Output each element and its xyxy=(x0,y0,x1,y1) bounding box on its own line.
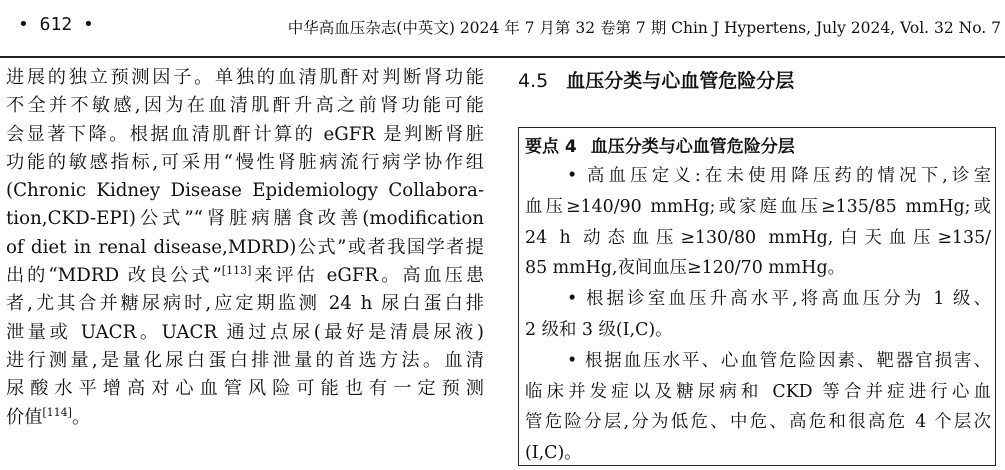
text-fragment: 价值 xyxy=(6,406,43,428)
text-line-with-citation xyxy=(6,404,484,432)
page-number: • 612 • xyxy=(18,14,94,35)
keypoint-bullet: • 根据诊室血压升高水平,将高血压分为 1 级、 xyxy=(567,289,991,310)
section-number: 4.5 xyxy=(518,70,549,92)
text-line-with-citation xyxy=(6,262,484,290)
keypoint-line: 2 级和 3 级(Ⅰ,C)。 xyxy=(525,319,673,340)
text-line: of diet in renal disease,MDRD)公式”或者我国学者提 xyxy=(6,236,484,258)
text-line: 进行测量,是量化尿白蛋白排泄量的首选方法。血清 xyxy=(6,349,484,371)
keypoint-bullet: • 高血压定义:在未使用降压药的情况下,诊室 xyxy=(567,166,991,186)
text-line: 会显著下降。根据血清肌酐计算的 eGFR 是判断肾脏 xyxy=(6,123,484,145)
text-line: 功能的敏感指标,可采用“慢性肾脏病流行病学协作组 xyxy=(6,151,484,173)
text-line: 者,尤其合并糖尿病时,应定期监测 24 h 尿白蛋白排 xyxy=(6,293,484,315)
text-line: (Chronic Kidney Disease Epidemiology Collabora- xyxy=(6,180,484,202)
citation-113[interactable]: [113] xyxy=(221,264,252,278)
keypoint-line: 临床并发症以及糖尿病和 CKD 等合并症进行心血 xyxy=(525,381,991,402)
journal-citation: 中华高血压杂志(中英文) 2024 年 7 月第 32 卷第 7 期 Chin J Hypertens, July 2024, Vol. 32 No. 7 xyxy=(287,19,1001,37)
text-line: tion,CKD-EPI)公式”“肾脏病膳食改善(modification xyxy=(6,208,484,230)
text-line: 进展的独立预测因子。单独的血清肌酐对判断肾功能 xyxy=(6,67,484,88)
left-column-text xyxy=(6,64,484,432)
citation-114[interactable]: [114] xyxy=(42,405,72,419)
text-line: 尿酸水平增高对心血管风险可能也有一定预测 xyxy=(6,378,484,400)
keypoint-line: 24 h 动态血压≥130/80 mmHg,白天血压≥135/ xyxy=(525,227,991,248)
keypoint-title-text: 血压分类与心血管危险分层 xyxy=(590,137,795,157)
keypoint-label: 要点 4 xyxy=(525,137,577,157)
keypoint-bullet: • 根据血压水平、心血管危险因素、靶器官损害、 xyxy=(567,350,991,371)
section-title: 血压分类与心血管危险分层 xyxy=(566,70,795,92)
page-header xyxy=(0,0,1005,58)
keypoint-line: 85 mmHg,夜间血压≥120/70 mmHg。 xyxy=(525,258,845,279)
text-fragment: 来评估 eGFR。高血压患 xyxy=(251,265,484,287)
text-fragment: 。 xyxy=(71,406,91,428)
text-line: 不全并不敏感,因为在血清肌酐升高之前肾功能可能 xyxy=(6,95,484,117)
keypoint-box xyxy=(518,127,996,466)
keypoint-line: (Ⅰ,C)。 xyxy=(525,443,582,464)
keypoint-line: 管危险分层,分为低危、中危、高危和很高危 4 个层次 xyxy=(525,412,991,433)
keypoint-title xyxy=(525,134,995,161)
text-fragment: 出的“MDRD 改良公式” xyxy=(6,265,222,287)
text-line: 泄量或 UACR。UACR 通过点尿(最好是清晨尿液) xyxy=(6,321,484,343)
section-heading xyxy=(518,66,794,93)
keypoint-line: 血压≥140/90 mmHg;或家庭血压≥135/85 mmHg;或 xyxy=(525,196,991,217)
